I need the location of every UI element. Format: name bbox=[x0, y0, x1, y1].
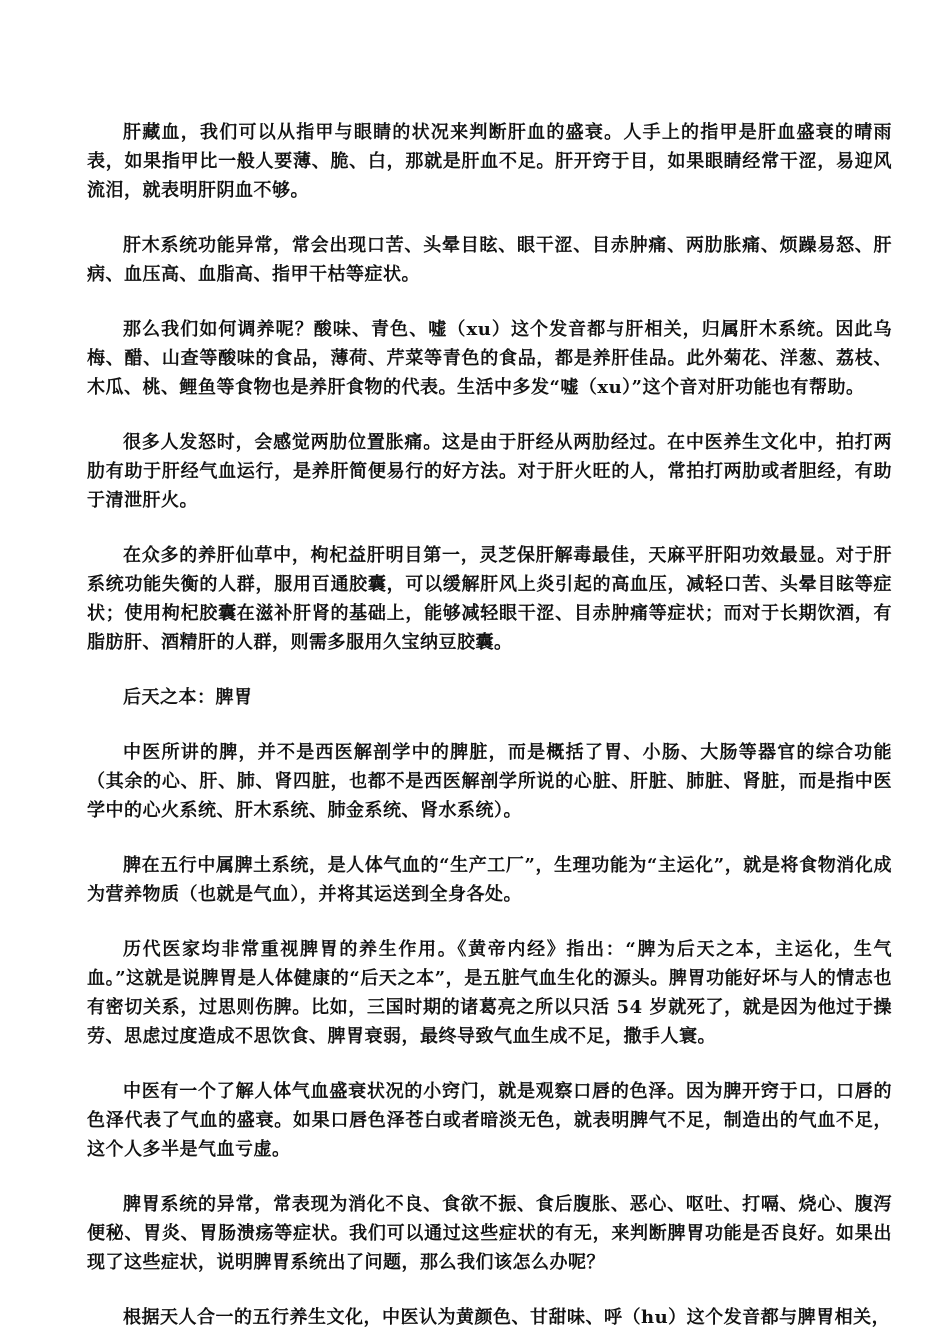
paragraph-spleen-history: 历代医家均非常重视脾胃的养生作用。《黄帝内经》指出：“脾为后天之本，主运化，生气血。”这就是说脾胃是人体健康的“后天之本”，是五脏气血生化的源头。脾胃功能好坏与人的情志也有密切关系，过思则伤脾。比如，三国时期的诸葛亮之所以只活 54 岁就死了，就是因为他过于操劳、思虑过度造成不思饮食、脾胃衰弱，最终导致气血生成不足，撒手人寰。 bbox=[87, 939, 892, 1047]
paragraph-spleen-lips: 中医有一个了解人体气血盛衰状况的小窍门，就是观察口唇的色泽。因为脾开窍于口，口唇的色泽代表了气血的盛衰。如果口唇色泽苍白或者暗淡无色，就表明脾气不足，制造出的气血不足，这个人多半是气血亏虚。 bbox=[87, 1081, 892, 1160]
paragraph-spleen-function: 脾在五行中属脾土系统，是人体气血的“生产工厂”，生理功能为“主运化”，就是将食物消化成为营养物质（也就是气血），并将其运送到全身各处。 bbox=[87, 855, 892, 905]
section-heading-spleen-stomach: 后天之本：脾胃 bbox=[123, 687, 253, 708]
paragraph-liver-nourish: 那么我们如何调养呢？酸味、青色、嘘（xu）这个发音都与肝相关，归属肝木系统。因此乌梅、醋、山查等酸味的食品，薄荷、芹菜等青色的食品，都是养肝佳品。此外菊花、洋葱、荔枝、木瓜、桃、鲤鱼等食物也是养肝食物的代表。生活中多发“嘘（xu）”这个音对肝功能也有帮助。 bbox=[87, 319, 892, 398]
paragraph-liver-blood: 肝藏血，我们可以从指甲与眼睛的状况来判断肝血的盛衰。人手上的指甲是肝血盛衰的晴雨表，如果指甲比一般人要薄、脆、白，那就是肝血不足。肝开窍于目，如果眼睛经常干涩，易迎风流泪，就表明肝阴血不够。 bbox=[87, 122, 892, 201]
paragraph-spleen-five-elements: 根据天人合一的五行养生文化，中医认为黄颜色、甘甜味、呼（hu）这个发音都与脾胃相关， bbox=[123, 1307, 891, 1328]
paragraph-liver-tapping: 很多人发怒时，会感觉两肋位置胀痛。这是由于肝经从两肋经过。在中医养生文化中，拍打两肋有助于肝经气血运行，是养肝简便易行的好方法。对于肝火旺的人，常拍打两肋或者胆经，有助于清泄肝火。 bbox=[87, 432, 892, 511]
paragraph-liver-herbs: 在众多的养肝仙草中，枸杞益肝明目第一，灵芝保肝解毒最佳，天麻平肝阳功效最显。对于肝系统功能失衡的人群，服用百通胶囊，可以缓解肝风上炎引起的高血压，减轻口苦、头晕目眩等症状；使用枸杞胶囊在滋补肝肾的基础上，能够减轻眼干涩、目赤肿痛等症状；而对于长期饮酒，有脂肪肝、酒精肝的人群，则需多服用久宝纳豆胶囊。 bbox=[87, 545, 892, 653]
paragraph-spleen-symptoms: 脾胃系统的异常，常表现为消化不良、食欲不振、食后腹胀、恶心、呕吐、打嗝、烧心、腹泻便秘、胃炎、胃肠溃疡等症状。我们可以通过这些症状的有无，来判断脾胃功能是否良好。如果出现了这些症状，说明脾胃系统出了问题，那么我们该怎么办呢？ bbox=[87, 1194, 892, 1273]
paragraph-liver-symptoms: 肝木系统功能异常，常会出现口苦、头晕目眩、眼干涩、目赤肿痛、两肋胀痛、烦躁易怒、肝病、血压高、血脂高、指甲干枯等症状。 bbox=[87, 235, 892, 285]
paragraph-spleen-definition: 中医所讲的脾，并不是西医解剖学中的脾脏，而是概括了胃、小肠、大肠等器官的综合功能（其余的心、肝、肺、肾四脏，也都不是西医解剖学所说的心脏、肝脏、肺脏、肾脏，而是指中医学中的心火系统、肝木系统、肺金系统、肾水系统）。 bbox=[87, 742, 892, 821]
